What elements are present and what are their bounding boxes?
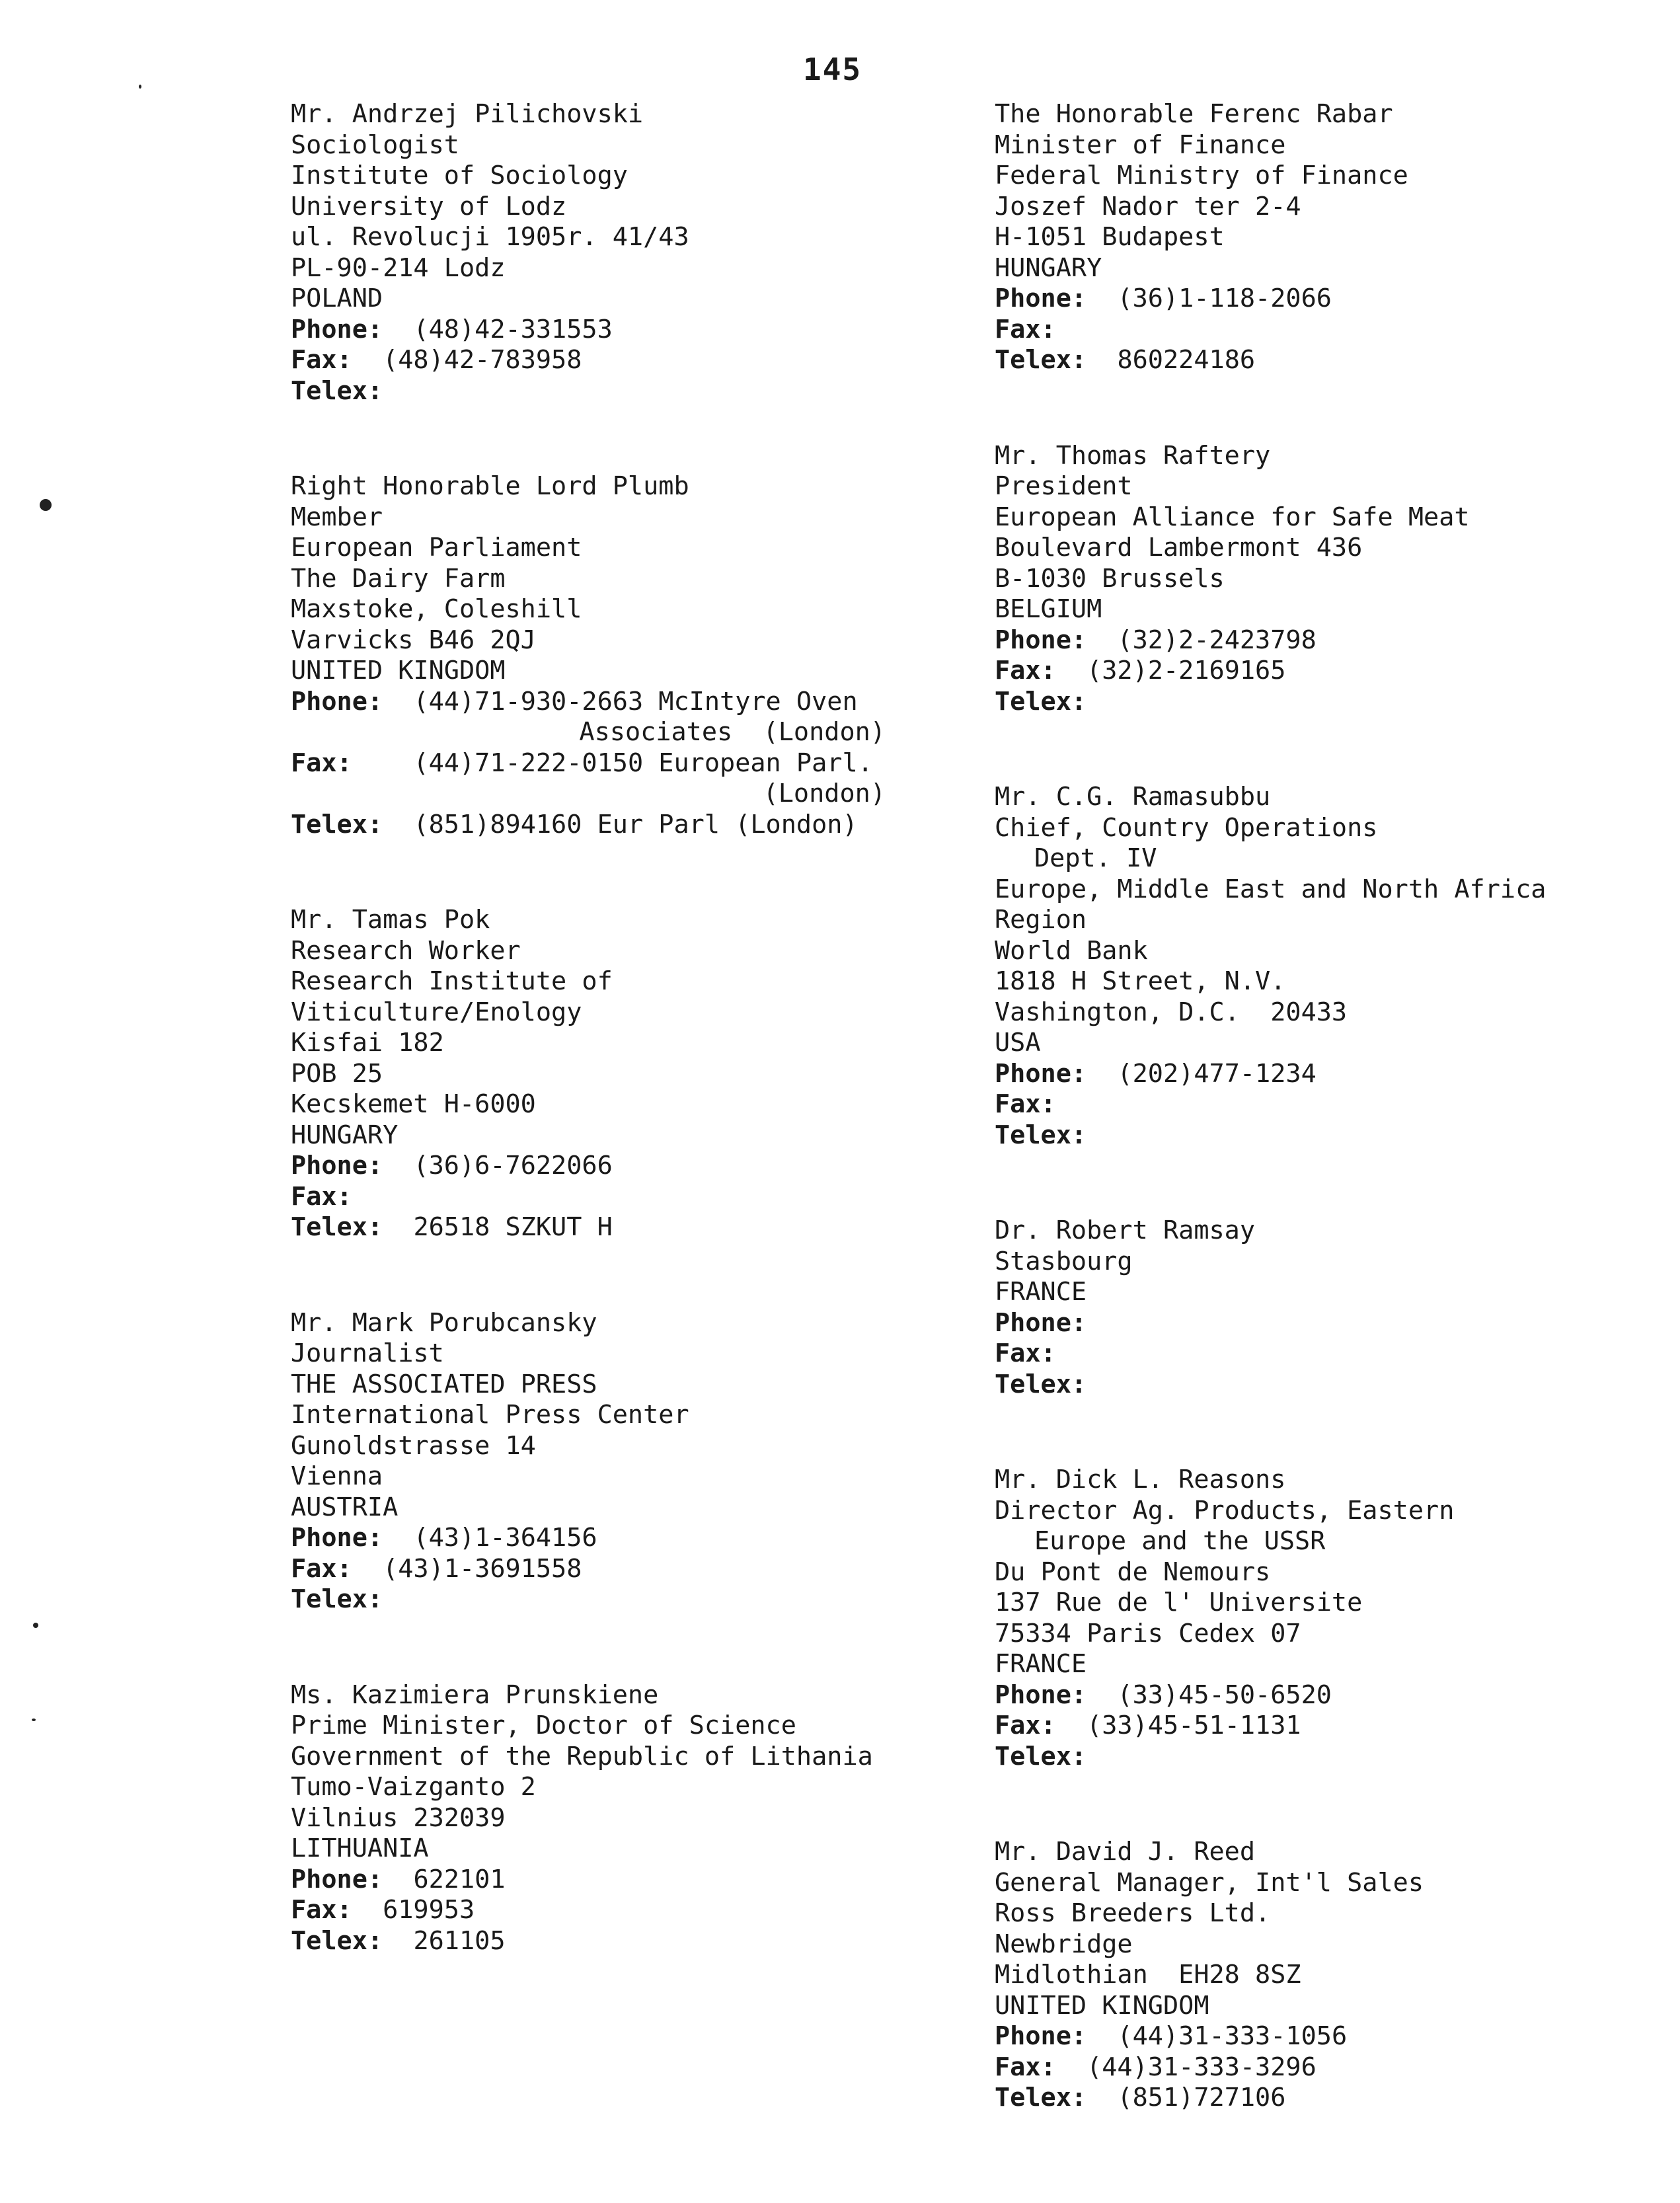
- entry-line: Region: [995, 905, 1087, 935]
- entry-line: B-1030 Brussels: [995, 563, 1225, 594]
- fax-field: [995, 1089, 1656, 1120]
- entry-line: Director Ag. Products, Eastern: [995, 1495, 1455, 1526]
- directory-entry: [995, 441, 1656, 718]
- entry-line: Journalist: [291, 1338, 444, 1368]
- fax-value: (48)42-783958: [383, 345, 582, 375]
- entry-line: European Alliance for Safe Meat: [995, 502, 1470, 532]
- entry-country: UNITED KINGDOM: [995, 1990, 1209, 2021]
- fax-label: Fax:: [291, 1181, 352, 1212]
- entry-line: Viticulture/Enology: [291, 997, 582, 1027]
- fax-label: Fax:: [995, 314, 1056, 344]
- fax-label: Fax:: [291, 345, 352, 375]
- fax-label: Fax:: [291, 1895, 352, 1925]
- entry-country: HUNGARY: [995, 252, 1102, 283]
- entry-line: Gunoldstrasse 14: [291, 1430, 536, 1461]
- phone-label: Phone:: [995, 625, 1087, 655]
- scan-speck: [40, 499, 52, 511]
- telex-field: [291, 1926, 1051, 1957]
- entry-line: Joszef Nador ter 2-4: [995, 191, 1301, 221]
- entry-line: Vienna: [291, 1461, 383, 1491]
- telex-value: (851)894160 Eur Parl (London): [413, 809, 858, 839]
- phone-field: [291, 687, 1051, 718]
- fax-field: [291, 345, 1051, 376]
- phone-value: (48)42-331553: [413, 314, 613, 344]
- entry-line: Maxstoke, Coleshill: [291, 594, 582, 624]
- entry-line: Europe, Middle East and North Africa: [995, 874, 1546, 904]
- page-number: 145: [803, 52, 862, 87]
- fax-field: [995, 2052, 1656, 2083]
- entry-name: Mr. Tamas Pok: [291, 905, 490, 935]
- entry-line: Newbridge: [995, 1929, 1133, 1959]
- phone-value: (44)31-333-1056: [1117, 2021, 1348, 2051]
- telex-label: Telex:: [995, 1369, 1087, 1399]
- phone-label: Phone:: [995, 284, 1087, 313]
- entry-line: Prime Minister, Doctor of Science: [291, 1711, 796, 1740]
- entry-line: Research Institute of: [291, 966, 613, 996]
- telex-field: [291, 376, 1051, 407]
- entry-line: ul. Revolucji 1905r. 41/43: [291, 222, 689, 252]
- directory-entry: [995, 1465, 1656, 1772]
- telex-label: Telex:: [291, 1584, 383, 1614]
- phone-value: (44)71-930-2663 McIntyre Oven: [413, 686, 858, 716]
- telex-field: [995, 345, 1656, 376]
- entry-country: UNITED KINGDOM: [291, 656, 506, 685]
- entry-name: Mr. C.G. Ramasubbu: [995, 782, 1271, 812]
- entry-name: Ms. Kazimiera Prunskiene: [291, 1680, 659, 1710]
- phone-value: (43)1-364156: [413, 1523, 597, 1553]
- entry-line: President: [995, 471, 1133, 501]
- entry-line: Europe and the USSR: [1034, 1526, 1326, 1556]
- entry-line: Government of the Republic of Lithania: [291, 1741, 873, 1771]
- entry-line: Institute of Sociology: [291, 161, 628, 190]
- directory-entry: [291, 905, 1051, 1243]
- telex-value: 860224186: [1117, 345, 1256, 375]
- entry-line: Vashington, D.C. 20433: [995, 997, 1348, 1027]
- entry-line: Boulevard Lambermont 436: [995, 533, 1363, 562]
- telex-field: [291, 1584, 1051, 1615]
- phone-value: (33)45-50-6520: [1117, 1680, 1332, 1710]
- telex-field: [995, 2083, 1656, 2114]
- entry-line: General Manager, Int'l Sales: [995, 1867, 1424, 1898]
- telex-field: [291, 810, 1051, 841]
- entry-line: Kecskemet H-6000: [291, 1089, 536, 1119]
- phone-field: [291, 1865, 1051, 1896]
- entry-country: USA: [995, 1028, 1041, 1058]
- phone-value: (36)1-118-2066: [1117, 284, 1332, 313]
- phone-field: [291, 1151, 1051, 1182]
- telex-field: [995, 1370, 1656, 1401]
- fax-field: [291, 1554, 1051, 1585]
- phone-field: [995, 284, 1656, 315]
- entry-country: POLAND: [291, 284, 383, 313]
- fax-field: [995, 656, 1656, 687]
- fax-value: (32)2-2169165: [1087, 656, 1286, 685]
- entry-country: FRANCE: [995, 1277, 1087, 1307]
- telex-label: Telex:: [291, 1925, 383, 1956]
- telex-value: 26518 SZKUT H: [413, 1212, 613, 1242]
- fax-value: (43)1-3691558: [383, 1553, 582, 1584]
- entry-line: THE ASSOCIATED PRESS: [291, 1369, 597, 1399]
- fax-value: (33)45-51-1131: [1087, 1711, 1301, 1740]
- phone-label: Phone:: [995, 1307, 1087, 1338]
- entry-name: Right Honorable Lord Plumb: [291, 471, 689, 501]
- phone-label: Phone:: [291, 1864, 383, 1894]
- fax-label: Fax:: [995, 1089, 1056, 1119]
- entry-line: Member: [291, 502, 383, 532]
- entry-line: Federal Ministry of Finance: [995, 161, 1408, 190]
- entry-line: Chief, Country Operations: [995, 812, 1378, 843]
- telex-label: Telex:: [995, 1120, 1087, 1150]
- phone-field: [995, 1680, 1656, 1711]
- entry-line: International Press Center: [291, 1400, 689, 1430]
- telex-label: Telex:: [291, 375, 383, 406]
- fax-field: [291, 1182, 1051, 1213]
- phone-field: [995, 1308, 1656, 1339]
- phone-value: (32)2-2423798: [1117, 625, 1317, 655]
- directory-entry: [995, 782, 1656, 1151]
- fax-value: 619953: [383, 1895, 475, 1925]
- directory-entry: [291, 471, 1051, 840]
- telex-label: Telex:: [995, 2083, 1087, 2112]
- telex-field: [995, 687, 1656, 718]
- left-column: [291, 99, 1051, 2021]
- telex-value: (851)727106: [1117, 2083, 1286, 2112]
- entry-line: Varvicks B46 2QJ: [291, 625, 536, 655]
- entry-line: Research Worker: [291, 935, 521, 966]
- entry-country: BELGIUM: [995, 594, 1102, 624]
- entry-line: Sociologist: [291, 130, 459, 160]
- entry-line: 75334 Paris Cedex 07: [995, 1618, 1301, 1648]
- entry-country: AUSTRIA: [291, 1492, 399, 1522]
- phone-continuation: Associates (London): [579, 717, 886, 747]
- phone-value: (202)477-1234: [1117, 1058, 1317, 1089]
- fax-field: [995, 1711, 1656, 1742]
- telex-label: Telex:: [995, 686, 1087, 716]
- phone-label: Phone:: [995, 1058, 1087, 1089]
- fax-field: [995, 315, 1656, 346]
- telex-field: [995, 1742, 1656, 1773]
- scan-speck: [139, 85, 141, 89]
- fax-label: Fax:: [995, 1711, 1056, 1740]
- phone-label: Phone:: [291, 686, 383, 716]
- entry-name: The Honorable Ferenc Rabar: [995, 99, 1393, 129]
- directory-entry: [291, 99, 1051, 406]
- phone-value: 622101: [413, 1864, 506, 1894]
- entry-line: H-1051 Budapest: [995, 222, 1225, 252]
- entry-name: Mr. Thomas Raftery: [995, 440, 1271, 471]
- telex-label: Telex:: [291, 1212, 383, 1242]
- entry-line: University of Lodz: [291, 191, 567, 221]
- entry-country: FRANCE: [995, 1649, 1087, 1679]
- fax-label: Fax:: [995, 656, 1056, 685]
- entry-line: 137 Rue de l' Universite: [995, 1588, 1363, 1617]
- phone-value: (36)6-7622066: [413, 1151, 613, 1180]
- phone-label: Phone:: [291, 1523, 383, 1553]
- directory-entry: [291, 1680, 1051, 1957]
- entry-country: HUNGARY: [291, 1120, 399, 1150]
- entry-name: Mr. Andrzej Pilichovski: [291, 99, 644, 129]
- telex-label: Telex:: [995, 1741, 1087, 1771]
- fax-value: (44)31-333-3296: [1087, 2052, 1317, 2082]
- fax-label: Fax:: [995, 1338, 1056, 1368]
- fax-label: Fax:: [995, 2052, 1056, 2082]
- telex-value: 261105: [413, 1925, 506, 1956]
- scan-speck: [33, 1623, 38, 1628]
- entry-name: Mr. Dick L. Reasons: [995, 1465, 1286, 1494]
- phone-field: [291, 315, 1051, 346]
- entry-country: LITHUANIA: [291, 1834, 429, 1863]
- fax-label: Fax:: [291, 748, 352, 778]
- telex-label: Telex:: [995, 345, 1087, 375]
- entry-line: European Parliament: [291, 533, 582, 562]
- entry-line: Du Pont de Nemours: [995, 1557, 1271, 1587]
- entry-line: Kisfai 182: [291, 1028, 444, 1058]
- phone-field: [291, 1523, 1051, 1554]
- entry-line: The Dairy Farm: [291, 563, 506, 594]
- entry-line: 1818 H Street, N.V.: [995, 966, 1286, 996]
- fax-label: Fax:: [291, 1553, 352, 1584]
- telex-label: Telex:: [291, 809, 383, 839]
- entry-name: Mr. Mark Porubcansky: [291, 1307, 597, 1338]
- phone-label: Phone:: [995, 2021, 1087, 2051]
- entry-line: World Bank: [995, 935, 1148, 966]
- directory-entry: [995, 1837, 1656, 2114]
- entry-name: Dr. Robert Ramsay: [995, 1216, 1256, 1245]
- scan-speck: [32, 1719, 36, 1721]
- phone-field: [995, 1059, 1656, 1090]
- entry-name: Mr. David J. Reed: [995, 1837, 1256, 1867]
- directory-entry: [291, 1308, 1051, 1615]
- phone-label: Phone:: [995, 1680, 1087, 1710]
- directory-entry: [995, 99, 1656, 376]
- right-column: [995, 99, 1656, 2179]
- entry-line: Ross Breeders Ltd.: [995, 1898, 1271, 1928]
- directory-entry: [995, 1216, 1656, 1400]
- phone-field: [995, 625, 1656, 656]
- fax-field: [291, 748, 1051, 779]
- fax-value: (44)71-222-0150 European Parl.: [413, 748, 873, 778]
- entry-line: Midlothian EH28 8SZ: [995, 1960, 1301, 1990]
- fax-field: [291, 1895, 1051, 1926]
- phone-label: Phone:: [291, 1151, 383, 1180]
- entry-line: Dept. IV: [1034, 843, 1157, 873]
- entry-line: Stasbourg: [995, 1246, 1133, 1276]
- fax-field: [995, 1338, 1656, 1370]
- phone-field: [995, 2021, 1656, 2052]
- entry-line: Vilnius 232039: [291, 1802, 506, 1833]
- entry-line: PL-90-214 Lodz: [291, 252, 506, 283]
- telex-field: [995, 1120, 1656, 1151]
- entry-line: Tumo-Vaizganto 2: [291, 1772, 536, 1802]
- telex-field: [291, 1212, 1051, 1243]
- entry-line: Minister of Finance: [995, 130, 1286, 160]
- fax-continuation: (London): [763, 779, 886, 808]
- entry-line: POB 25: [291, 1058, 383, 1089]
- phone-label: Phone:: [291, 314, 383, 344]
